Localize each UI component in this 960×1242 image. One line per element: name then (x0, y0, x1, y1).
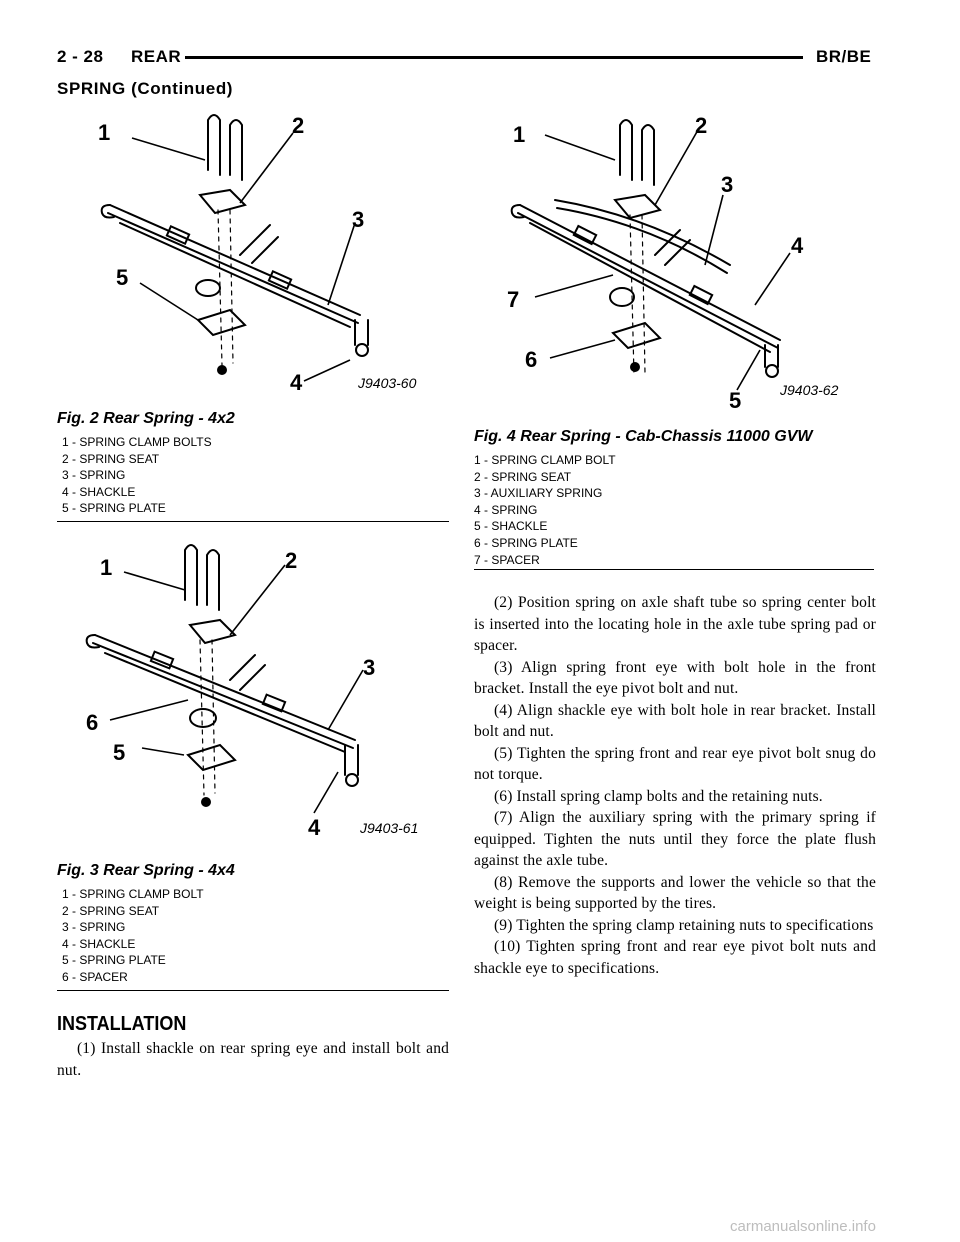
fig3-callout-6: 6 (86, 710, 99, 735)
fig2-callout-4: 4 (290, 370, 303, 395)
fig2-legend-item: 5 - SPRING PLATE (62, 501, 166, 516)
fig3-code: J9403-61 (360, 820, 419, 836)
fig2-title: Fig. 2 Rear Spring - 4x2 (57, 410, 235, 427)
fig4-title: Fig. 4 Rear Spring - Cab-Chassis 11000 GVW (474, 428, 813, 445)
fig4-code: J9403-62 (780, 382, 839, 398)
fig3-callout-1: 1 (100, 555, 113, 580)
fig3-callout-4: 4 (308, 815, 321, 840)
section-name: REAR (131, 47, 182, 66)
fig4-legend-item: 1 - SPRING CLAMP BOLT (474, 453, 616, 467)
step-6: (6) Install spring clamp bolts and the retaining nuts. (494, 787, 823, 805)
step-10: (10) Tighten spring front and rear eye pivot bolt nuts and shackle eye to specifications. (474, 938, 876, 977)
step-3: (3) Align spring front eye with bolt hole in the front bracket. Install the eye pivot bolt and nut. (474, 658, 876, 697)
step-9: (9) Tighten the spring clamp retaining nuts to specifications (494, 916, 874, 934)
fig2-legend-item: 1 - SPRING CLAMP BOLTS (62, 435, 212, 449)
fig4-callout-5: 5 (729, 388, 742, 413)
installation-step-1 (57, 1038, 449, 1081)
fig3-callout-5: 5 (113, 740, 126, 765)
fig3-callout-2: 2 (285, 548, 298, 573)
installation-steps (474, 592, 876, 979)
fig4-callout-3: 3 (721, 172, 734, 197)
fig4-legend-item: 2 - SPRING SEAT (474, 469, 572, 484)
fig4-callout-6: 6 (525, 347, 538, 372)
fig4-callout-7: 7 (507, 287, 520, 312)
fig4-legend-item: 5 - SHACKLE (474, 519, 548, 534)
fig2-callout-2: 2 (292, 113, 305, 138)
fig4-rule (474, 569, 874, 570)
fig2-illustration (80, 105, 460, 405)
fig4-callout-4: 4 (791, 233, 804, 258)
fig4-callout-2: 2 (695, 113, 708, 138)
fig3-illustration (80, 540, 460, 840)
fig4-legend (474, 452, 616, 568)
fig2-callout-1: 1 (98, 120, 111, 145)
fig4-legend-item: 7 - SPACER (474, 552, 540, 567)
fig3-legend-item: 1 - SPRING CLAMP BOLT (62, 887, 204, 901)
fig2-legend-item: 2 - SPRING SEAT (62, 451, 160, 466)
fig3-legend-item: 2 - SPRING SEAT (62, 903, 160, 918)
installation-heading: INSTALLATION (57, 1013, 187, 1035)
fig3-legend-item: 6 - SPACER (62, 969, 128, 984)
fig3-legend-item: 4 - SHACKLE (62, 936, 136, 951)
fig3-legend-item: 3 - SPRING (62, 920, 126, 935)
fig3-rule (57, 990, 449, 991)
step-2: (2) Position spring on axle shaft tube so spring center bolt is inserted into the locating hole in the axle tube spring pad or spacer. (474, 594, 876, 654)
fig2-callout-5: 5 (116, 265, 129, 290)
fig3-legend (62, 886, 204, 986)
fig4-legend-item: 3 - AUXILIARY SPRING (474, 486, 603, 501)
fig3-title: Fig. 3 Rear Spring - 4x4 (57, 862, 235, 879)
fig2-code: J9403-60 (358, 375, 417, 391)
step-4: (4) Align shackle eye with bolt hole in rear bracket. Install bolt and nut. (474, 701, 876, 740)
header-rule (185, 56, 803, 59)
fig2-legend-item: 3 - SPRING (62, 468, 126, 483)
step-8: (8) Remove the supports and lower the vehicle so that the weight is being supported by the tires. (474, 873, 876, 912)
continued-heading: SPRING (Continued) (57, 79, 234, 98)
page-number: 2 - 28 (57, 47, 104, 66)
fig2-legend-item: 4 - SHACKLE (62, 484, 136, 499)
model-code: BR/BE (816, 47, 872, 66)
fig4-legend-item: 4 - SPRING (474, 502, 538, 517)
step-5: (5) Tighten the spring front and rear eye pivot bolt snug do not torque. (474, 744, 876, 783)
step-7: (7) Align the auxiliary spring with the primary spring if equipped. Tighten the nuts until they force the plate flush against the axle tube. (474, 809, 876, 869)
fig4-callout-1: 1 (513, 122, 526, 147)
fig3-callout-3: 3 (363, 655, 376, 680)
fig2-callout-3: 3 (352, 207, 365, 232)
fig3-legend-item: 5 - SPRING PLATE (62, 953, 166, 968)
fig4-legend-item: 6 - SPRING PLATE (474, 535, 578, 550)
step-text: (1) Install shackle on rear spring eye and install bolt and nut. (57, 1040, 449, 1079)
watermark-link[interactable]: carmanualsonline.info (730, 1218, 876, 1235)
fig4-illustration (495, 105, 885, 415)
fig2-legend (62, 434, 212, 517)
fig2-rule (57, 521, 449, 522)
